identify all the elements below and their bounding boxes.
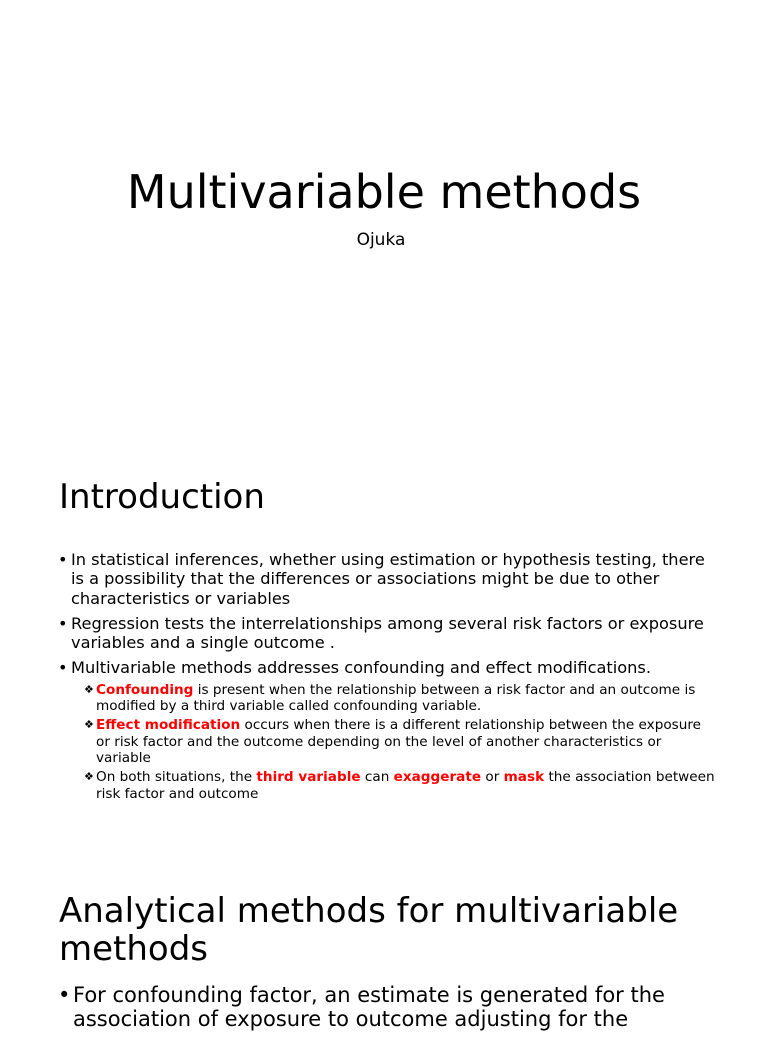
bullet-text: Multivariable methods addresses confounding and effect modifications.	[71, 658, 651, 678]
deck-subtitle: Ojuka	[356, 230, 406, 250]
bullet-glyph: •	[58, 550, 68, 569]
slide-heading: Introduction	[59, 477, 265, 517]
bullet-text: Regression tests the interrelationships among several risk factors or exposure variables and a single outcome .	[71, 613, 704, 653]
bullet-item	[58, 550, 718, 608]
sub-bullet-text: On both situations, the	[96, 769, 257, 786]
highlight-term: Effect modification	[96, 717, 241, 734]
sub-bullet-both-situations	[71, 769, 718, 802]
bullet-item	[58, 658, 718, 801]
highlight-term: Confounding	[96, 681, 194, 698]
bullet-list	[58, 550, 718, 808]
sub-bullet-text: occurs when there is a different relationship between the exposure or risk factor and the outcome depending on the level of another characteristics or variable	[96, 717, 702, 766]
introduction-slide	[0, 430, 768, 850]
sub-bullet-effect-modification	[71, 717, 718, 766]
bullet-list	[58, 983, 738, 1037]
bullet-glyph: •	[58, 613, 68, 633]
sub-bullet-text: the association between risk factor and outcome	[96, 769, 715, 802]
highlight-term: third variable	[256, 769, 361, 786]
diamond-bullet-icon: ❖	[84, 682, 94, 696]
bullet-glyph: •	[58, 983, 71, 1007]
title-slide	[0, 0, 768, 430]
sub-bullet-text: can	[360, 769, 394, 786]
sub-bullet-confounding	[71, 682, 718, 715]
slide-heading: Analytical methods for multivariable methods	[59, 891, 679, 969]
diamond-bullet-icon: ❖	[84, 770, 94, 784]
highlight-term: mask	[503, 769, 545, 786]
deck-title: Multivariable methods	[126, 165, 642, 219]
bullet-glyph: •	[58, 658, 68, 678]
analytical-methods-slide	[0, 850, 768, 1031]
bullet-text: In statistical inferences, whether using estimation or hypothesis testing, there is a possibility that the differences or associations might be due to other characteristics or variables	[71, 550, 705, 608]
sub-bullet-text: or	[481, 769, 504, 786]
sub-bullet-list	[71, 682, 718, 802]
bullet-item	[58, 614, 718, 653]
sub-bullet-text: is present when the relationship between a risk factor and an outcome is modified by a third variable called confounding variable.	[96, 681, 696, 715]
highlight-term: exaggerate	[393, 769, 482, 786]
diamond-bullet-icon: ❖	[84, 718, 94, 732]
bullet-text: For confounding factor, an estimate is generated for the association of exposure to outcome adjusting for the	[73, 983, 665, 1031]
